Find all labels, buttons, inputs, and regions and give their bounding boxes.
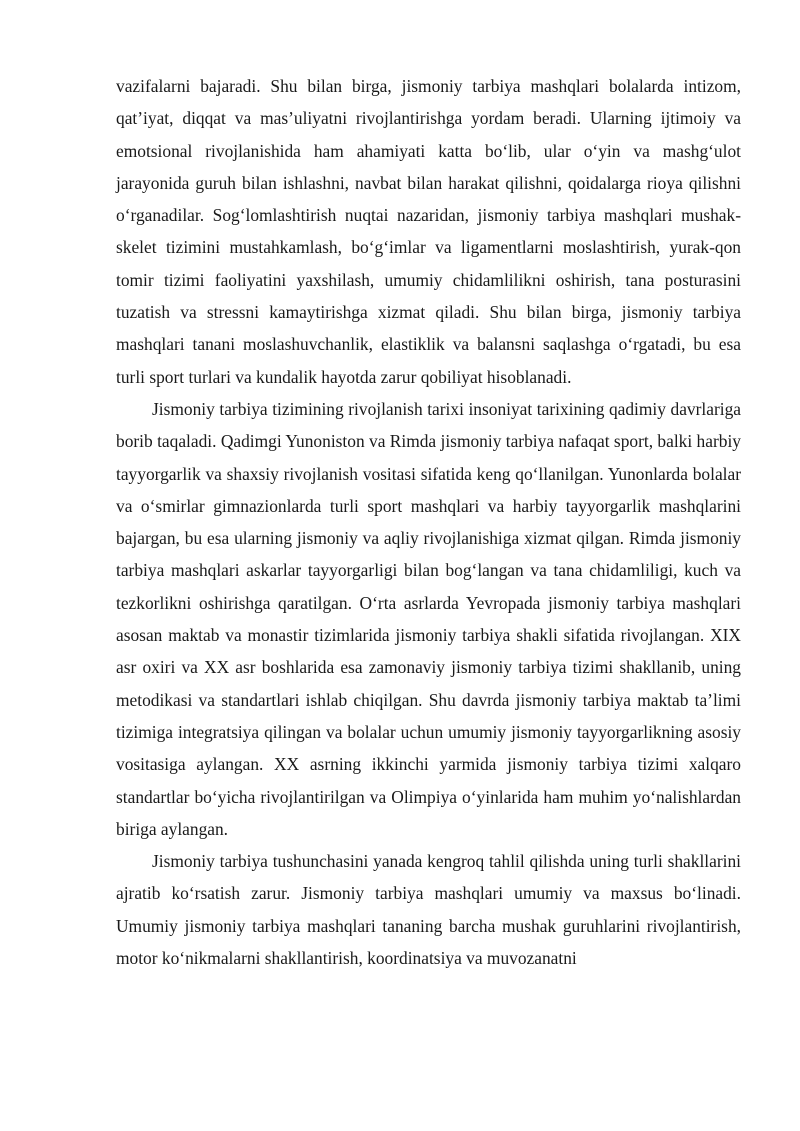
document-page	[116, 70, 741, 974]
paragraph-1: vazifalarni bajaradi. Shu bilan birga, jismoniy tarbiya mashqlari bolalarda intizom, qat’iyat, diqqat va mas’uliyatni rivojlantirishga yordam beradi. Ularning ijtimoiy va emotsional rivojlanishida ham ahamiyati katta bo‘lib, ular o‘yin va mashg‘ulot jarayonida guruh bilan ishlashni, navbat bilan harakat qilishni, qoidalarga rioya qilishni o‘rganadilar. Sog‘lomlashtirish nuqtai nazaridan, jismoniy tarbiya mashqlari mushak-skelet tizimini mustahkamlash, bo‘g‘imlar va ligamentlarni moslashtirish, yurak-qon tomir tizimi faoliyatini yaxshilash, umumiy chidamlilikni oshirish, tana posturasini tuzatish va stressni kamaytirishga xizmat qiladi. Shu bilan birga, jismoniy tarbiya mashqlari tanani moslashuvchanlik, elastiklik va balansni saqlashga o‘rgatadi, bu esa turli sport turlari va kundalik hayotda zarur qobiliyat hisoblanadi.	[116, 76, 741, 387]
paragraph-3: Jismoniy tarbiya tushunchasini yanada kengroq tahlil qilishda uning turli shakllarini ajratib ko‘rsatish zarur. Jismoniy tarbiya mashqlari umumiy va maxsus bo‘linadi. Umumiy jismoniy tarbiya mashqlari tananing barcha mushak guruhlarini rivojlantirish, motor ko‘nikmalarni shakllantirish, koordinatsiya va muvozanatni	[116, 851, 741, 969]
paragraph-2: Jismoniy tarbiya tizimining rivojlanish tarixi insoniyat tarixining qadimiy davrlariga borib taqaladi. Qadimgi Yunoniston va Rimda jismoniy tarbiya nafaqat sport, balki harbiy tayyorgarlik va shaxsiy rivojlanish vositasi sifatida keng qo‘llanilgan. Yunonlarda bolalar va o‘smirlar gimnazionlarda turli sport mashqlari va harbiy tayyorgarlik mashqlarini bajargan, bu esa ularning jismoniy va aqliy rivojlanishiga xizmat qilgan. Rimda jismoniy tarbiya mashqlari askarlar tayyorgarligi bilan bog‘langan va tana chidamliligi, kuch va tezkorlikni oshirishga qaratilgan. O‘rta asrlarda Yevropada jismoniy tarbiya mashqlari asosan maktab va monastir tizimlarida jismoniy tarbiya shakli sifatida rivojlangan. XIX asr oxiri va XX asr boshlarida esa zamonaviy jismoniy tarbiya tizimi shakllanib, uning metodikasi va standartlari ishlab chiqilgan. Shu davrda jismoniy tarbiya maktab ta’limi tizimiga integratsiya qilingan va bolalar uchun umumiy jismoniy tayyorgarlikning asosiy vositasiga aylangan. XX asrning ikkinchi yarmida jismoniy tarbiya tizimi xalqaro standartlar bo‘yicha rivojlantirilgan va Olimpiya o‘yinlarida ham muhim yo‘nalishlardan biriga aylangan.	[116, 398, 741, 839]
